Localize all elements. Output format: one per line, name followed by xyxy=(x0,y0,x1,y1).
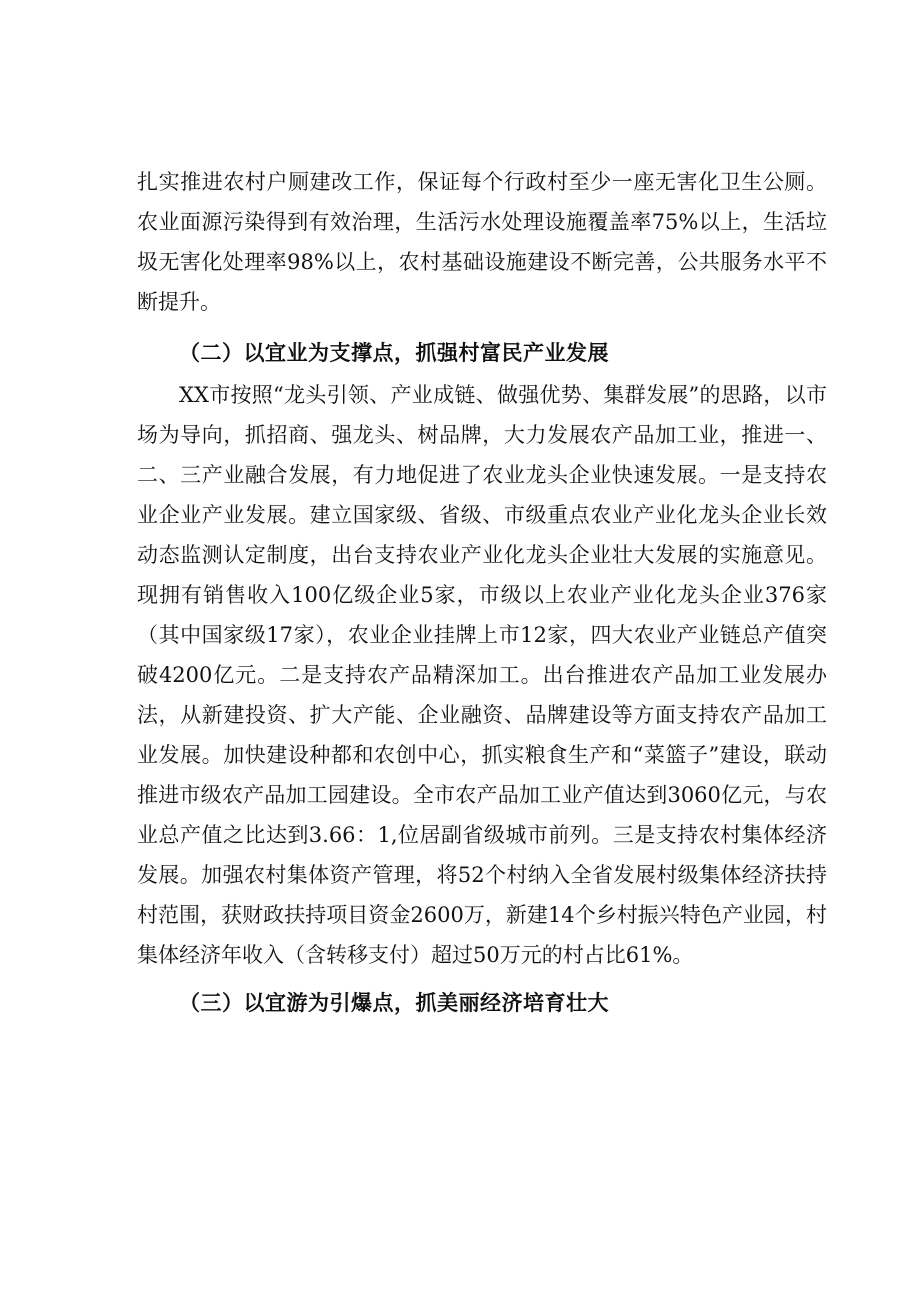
paragraph-sanitation: 扎实推进农村户厕建改工作，保证每个行政村至少一座无害化卫生公厕。农业面源污染得到有效治理，生活污水处理设施覆盖率75%以上，生活垃圾无害化处理率98%以上，农村基础设施建设不断完善，公共服务水平不断提升。 xyxy=(137,170,827,314)
section-heading-2: （二）以宜业为支撑点，抓强村富民产业发展 xyxy=(179,340,609,365)
section-heading-3: （三）以宜游为引爆点，抓美丽经济培育壮大 xyxy=(179,990,609,1015)
document-body xyxy=(137,162,827,1023)
paragraph-industry: XX市按照“龙头引领、产业成链、做强优势、集群发展”的思路，以市场为导向，抓招商、强龙头、树品牌，大力发展农产品加工业，推进一、二、三产业融合发展，有力地促进了农业龙头企业快速发展。一是支持农业企业产业发展。建立国家级、省级、市级重点农业产业化龙头企业长效动态监测认定制度，出台支持农业产业化龙头企业壮大发展的实施意见。现拥有销售收入100亿级企业5家，市级以上农业产业化龙头企业376家（其中国家级17家），农业企业挂牌上市12家，四大农业产业链总产值突破4200亿元。二是支持农产品精深加工。出台推进农产品加工业发展办法，从新建投资、扩大产能、企业融资、品牌建设等方面支持农产品加工业发展。加快建设种都和农创中心，抓实粮食生产和“菜篮子”建设，联动推进市级农产品加工园建设。全市农产品加工业产值达到3060亿元，与农业总产值之比达到3.66：1,位居副省级城市前列。三是支持农村集体经济发展。加强农村集体资产管理，将52个村纳入全省发展村级集体经济扶持村范围，获财政扶持项目资金2600万，新建14个乡村振兴特色产业园，村集体经济年收入（含转移支付）超过50万元的村占比61%。 xyxy=(137,383,827,967)
